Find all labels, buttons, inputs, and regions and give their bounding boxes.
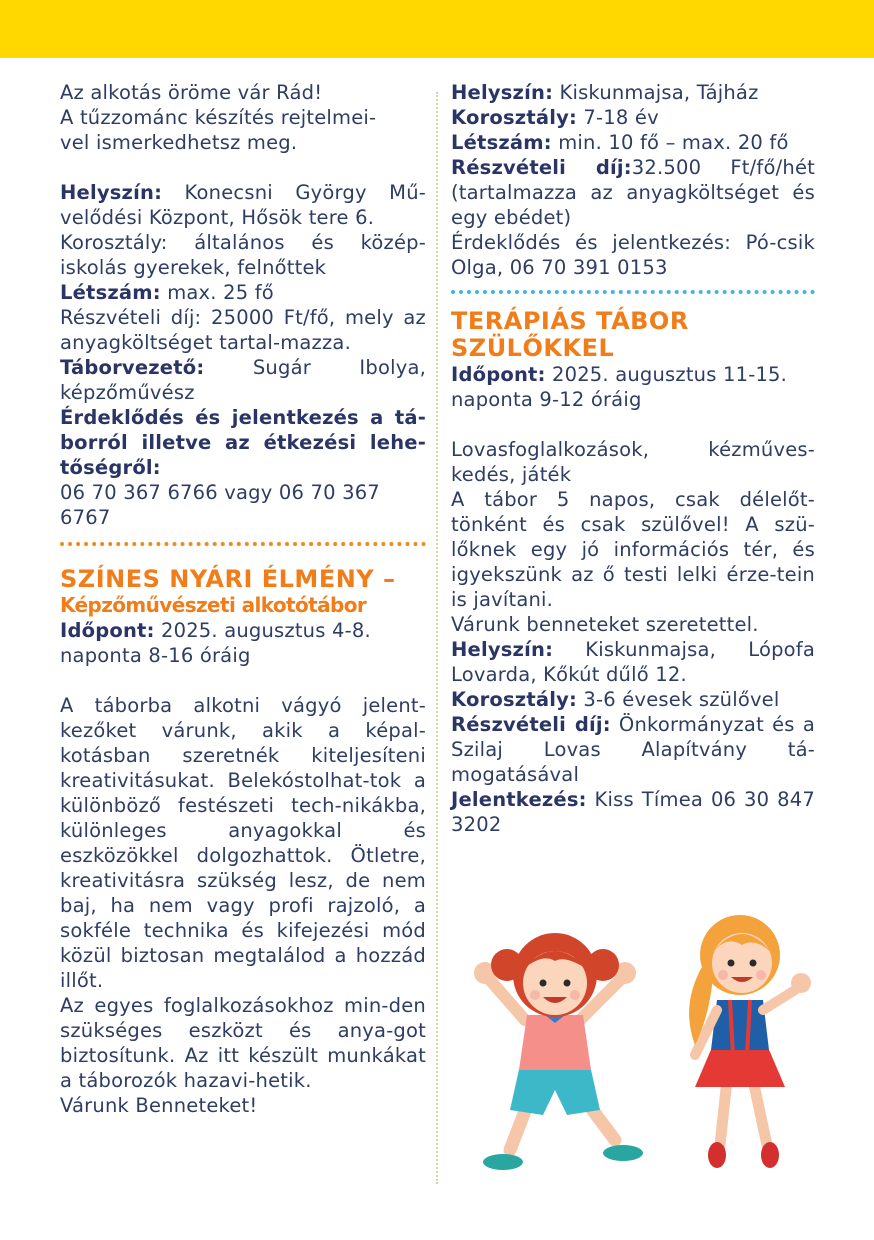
date-info	[451, 362, 815, 387]
age-group-info: Korosztály: általános és közép-iskolás gyerekek, felnőttek	[60, 231, 426, 279]
welcome-line: Várunk benneteket szeretettel.	[451, 613, 759, 636]
left-column	[60, 80, 426, 1118]
headcount-info	[60, 280, 426, 305]
venue2-value: Kiskunmajsa, Lópofa Lovarda, Kőkút dűlő 12.	[451, 638, 815, 686]
venue-value: Konecsni György Mű-velődési Központ, Hősök tere 6.	[60, 181, 426, 229]
section-title-terapias: TERÁPIÁS TÁBOR SZÜLŐKKEL	[451, 307, 689, 362]
date-label: Időpont:	[60, 619, 155, 642]
venue-info	[60, 180, 426, 230]
age-group2-value: 3-6 évesek szülővel	[577, 688, 780, 711]
registration-label: Jelentkezés:	[451, 788, 587, 811]
orange-dotted-separator	[60, 542, 426, 546]
top-yellow-banner	[0, 0, 874, 58]
girl-waving-figure	[689, 915, 811, 1168]
contact-phone: 06 70 367 6766 vagy 06 70 367 6767	[60, 481, 380, 529]
closing-line: Várunk Benneteket!	[60, 1094, 258, 1117]
fee-label: Részvételi díj:	[451, 156, 632, 179]
blue-dotted-separator	[451, 290, 815, 294]
leader-info	[60, 355, 426, 405]
registration-value: Kiss Tímea 06 30 847 3202	[451, 788, 815, 836]
column-divider	[436, 92, 438, 1184]
fee-info	[451, 155, 815, 230]
inquiry-info: Érdeklődés és jelentkezés: Pó-csik Olga, 06 70 391 0153	[451, 231, 815, 279]
section-title-szines: SZÍNES NYÁRI ÉLMÉNY –	[60, 565, 396, 593]
fee-value: 32.500 Ft/fő/hét (tartalmazza az anyagköltséget és egy ebédet)	[451, 156, 815, 229]
headcount-label: Létszám:	[451, 131, 552, 154]
leader-value: Sugár Ibolya, képzőművész	[60, 356, 426, 404]
age-group-label: Korosztály:	[451, 106, 578, 129]
venue2-info	[451, 637, 815, 687]
section-subtitle-alkototabor: Képzőművészeti alkotótábor	[60, 593, 367, 617]
date-value: 2025. augusztus 4-8.	[154, 619, 371, 642]
date-info	[60, 618, 426, 643]
activities-info: Lovasfoglalkozások, kézműves-kedés, játék	[451, 438, 815, 486]
age-group2-info	[451, 687, 815, 712]
right-column	[451, 80, 815, 837]
age-group2-label: Korosztály:	[451, 688, 578, 711]
inquiry-label: Érdeklődés és jelentkezés a tá-borról illetve az étkezési lehe-tőségről:	[60, 406, 426, 479]
daily-hours: naponta 9-12 óráig	[451, 388, 642, 411]
girl-jumping-figure	[474, 933, 643, 1170]
materials-paragraph: Az egyes foglalkozásokhoz min-den szükséges eszközt és anya-got biztosítunk. Az itt készült munkákat a táborozók hazavi-hetik.	[60, 994, 426, 1092]
age-group-info	[451, 105, 815, 130]
intro-line-2: A tűzzománc készítés rejtelmei-	[60, 106, 377, 129]
fee2-label: Részvételi díj:	[451, 713, 611, 736]
fee2-info	[451, 712, 815, 787]
headcount-label: Létszám:	[60, 281, 161, 304]
registration-info	[451, 787, 815, 837]
description-paragraph: A táborba alkotni vágyó jelent-kezőket várunk, akik a képal-kotásban szeretnék kiteljesíteni kreativitásukat. Belekóstolhat-tok a különböző festészeti tech-nikákba, különleges anyagokkal és eszközökkel dolgozhattok. Ötletre, kreativitásra szükség lesz, de nem baj, ha nem vagy profi rajzoló, a sokféle technika és kifejezési mód közül biztosan megtalálod a hozzád illőt.	[60, 694, 426, 992]
fee2-value: Önkormányzat és a Szilaj Lovas Alapítvány tá-mogatásával	[451, 713, 815, 786]
intro-line-1: Az alkotás öröme vár Rád!	[60, 81, 323, 104]
daily-hours: naponta 8-16 óráig	[60, 644, 251, 667]
children-illustration	[455, 905, 835, 1185]
description-paragraph: A tábor 5 napos, csak délelőt-tönként és csak szülővel! A szü-lőknek egy jó információs tér, és igyekszünk az ő testi lelki érze-tein is javítani.	[451, 488, 815, 611]
headcount-value: min. 10 fő – max. 20 fő	[551, 131, 789, 154]
venue-info	[451, 80, 815, 105]
date-value: 2025. augusztus 11-15.	[545, 363, 788, 386]
headcount-info	[451, 130, 815, 155]
intro-line-3: vel ismerkedhetsz meg.	[60, 131, 298, 154]
venue-label: Helyszín:	[451, 81, 554, 104]
fee-info: Részvételi díj: 25000 Ft/fő, mely az anyagköltséget tartal-mazza.	[60, 306, 426, 354]
inquiry-heading	[60, 405, 426, 480]
date-label: Időpont:	[451, 363, 546, 386]
venue-label: Helyszín:	[60, 181, 163, 204]
age-group-value: 7-18 év	[577, 106, 659, 129]
headcount-value: max. 25 fő	[160, 281, 274, 304]
venue-value: Kiskunmajsa, Tájház	[553, 81, 759, 104]
venue2-label: Helyszín:	[451, 638, 554, 661]
leader-label: Táborvezető:	[60, 356, 205, 379]
